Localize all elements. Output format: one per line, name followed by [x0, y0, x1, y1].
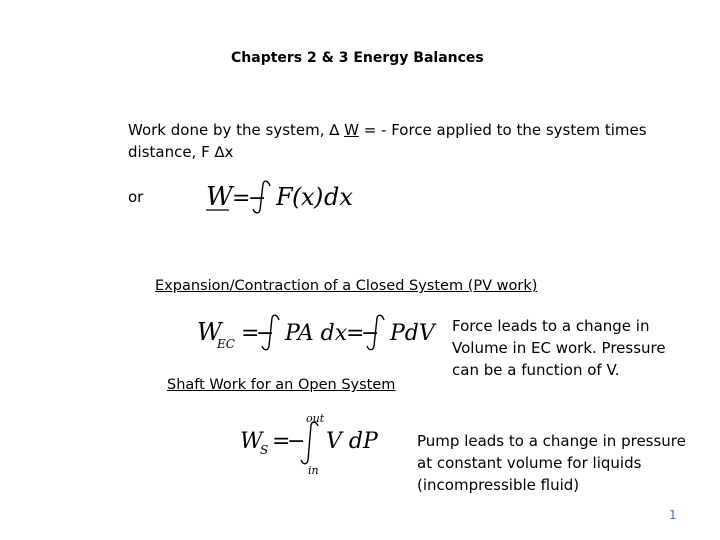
work-definition-prefix: Work done by the system, ∆ — [128, 121, 345, 139]
svg-text:−: − — [248, 186, 267, 211]
svg-text:=: = — [241, 321, 260, 346]
page-number: 1 — [669, 508, 677, 522]
expansion-note: Force leads to a change in Volume in EC work. Pressure can be a function of V. — [452, 317, 666, 379]
svg-text:−: − — [361, 321, 380, 346]
eq3-lhs-sub: S — [260, 443, 269, 457]
eq3-lower-limit: in — [308, 464, 319, 477]
svg-text:−: − — [256, 321, 275, 346]
shaft-work-heading: Shaft Work for an Open System — [167, 377, 396, 393]
svg-text:(: ( — [292, 183, 302, 211]
eq1-lhs: W — [206, 182, 233, 212]
eq2-lhs-sub: EC — [217, 337, 235, 351]
svg-text:): ) — [314, 183, 324, 211]
eq2-lhs: W — [197, 318, 222, 346]
work-integral-equation — [200, 176, 360, 218]
eq3-lhs: W — [240, 429, 263, 454]
or-label: or — [128, 188, 144, 206]
svg-text:F: F — [276, 183, 293, 211]
work-definition — [128, 119, 647, 141]
pump-note: Pump leads to a change in pressure at constant volume for liquids (incompressible fluid) — [417, 432, 686, 494]
expansion-heading: Expansion/Contraction of a Closed System (PV work) — [155, 278, 538, 294]
svg-text:x: x — [301, 183, 315, 211]
pv-work-equation — [195, 312, 445, 358]
eq1-rhs: = — [232, 186, 251, 211]
eq3-upper-limit: out — [306, 412, 325, 425]
svg-text:dx: dx — [324, 183, 353, 211]
svg-text:=: = — [272, 429, 291, 454]
work-definition-line2: distance, F ∆x — [128, 143, 234, 161]
work-symbol: W — [344, 121, 359, 139]
svg-text:V dP: V dP — [326, 429, 378, 454]
shaft-work-equation — [238, 408, 378, 480]
svg-text:=: = — [346, 321, 365, 346]
svg-text:PA dx: PA dx — [285, 321, 348, 346]
svg-text:PdV: PdV — [390, 321, 435, 346]
svg-text:−: − — [287, 429, 306, 454]
slide-title: Chapters 2 & 3 Energy Balances — [231, 50, 484, 66]
work-definition-rest: = - Force applied to the system times — [358, 121, 647, 139]
